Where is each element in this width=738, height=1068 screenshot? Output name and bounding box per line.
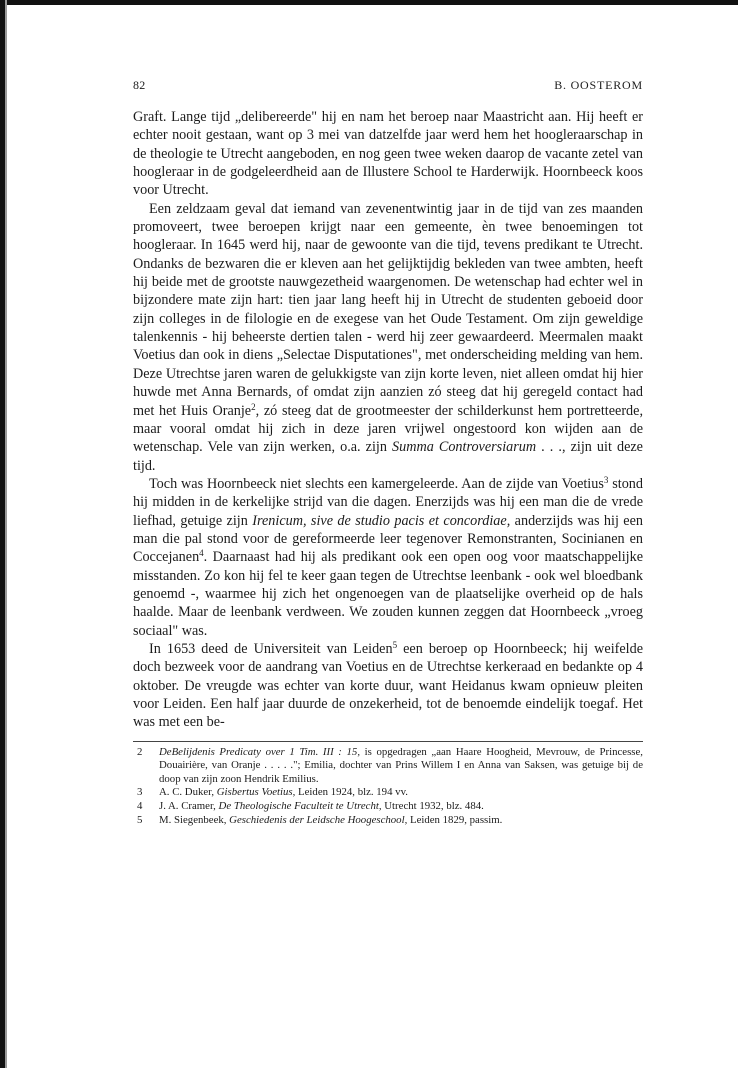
footnote-author: M. Siegenbeek, xyxy=(159,813,230,826)
footnote-body: is opgedragen „aan Haare Hoogheid, Mevrouw, de Princesse, Douairière, van Oranje . . . . ."; Emilia, dochter van Prins Willem I en Anna van Saksen, was getuige bij de doop van zijn zoon Hendrik Emilius. xyxy=(159,745,643,785)
footnote-author: A. C. Duker, xyxy=(159,786,217,799)
paragraph-3-text-d: . Daarnaast had hij als predikant ook een open oog voor maatschappelijke misstanden. Zo kon hij fel te keer gaan tegen de Utrechtse leenbank - ook wel bloedbank genoemd -, waarmee hij zich het ongenoegen van de plaatselijke overheid op de hals haalde. Maar de leenbank verdween. We zouden kunnen zeggen dat Hoornbeeck „vroeg sociaal" was. xyxy=(133,549,643,639)
paragraph-1: Graft. Lange tijd „delibereerde" hij en nam het beroep naar Maastricht aan. Hij heeft er echter nooit gestaan, want op 3 mei van datzelfde jaar werd hem het hoogleraarschap in de theologie te Utrecht aangeboden, en nog geen twee weken daarop de vacante zetel van hoogleraar in de godgeleerdheid aan de Illustere School te Harderwijk. Hoornbeeck koos voor Utrecht. xyxy=(133,109,643,199)
paragraph-2-text-a: Een zeldzaam geval dat iemand van zevenentwintig jaar in de tijd van zes maanden promoveert, twee beroepen krijgt naar een gemeente, èn twee benoemingen tot hoogleraar. In 1645 werd hij, naar de gewoonte van die tijd, tevens predikant te Utrecht. Ondanks de bezwaren die er kleven aan het gelijktijdig bekleden van twee ambten, heeft hij beide met de grootste nauwgezetheid waargenomen. De wetenschap had echter wel in bijzondere mate zijn hart: tien jaar lang heeft hij in Utrecht de studenten geboeid door zijn colleges in de filologie en de exegese van het Oude Testament. Om zijn geweldige talenkennis - hij beheerste dertien talen - werd hij zeer gewaardeerd. Meermalen maakt Voetius dan ook in diens „Selectae Disputationes", met onderscheiding melding van hem. Deze Utrechtse jaren waren de gelukkigste van zijn korte leven, niet alleen omdat hij hier huwde met Anna Bernards, of omdat zijn aanzien zó steeg dat hij geregeld contact had met het Huis Oranje xyxy=(133,200,643,419)
paragraph-2-title: Summa Controversiarum xyxy=(392,439,537,456)
running-head xyxy=(133,78,643,96)
paragraph-3-title: Irenicum, sive de studio pacis et concordiae, xyxy=(252,512,511,529)
footnote-body: Utrecht 1932, blz. 484. xyxy=(381,800,484,813)
footnote-ref-2: 2 xyxy=(251,401,256,412)
paragraph-3-text-a: Toch was Hoornbeeck niet slechts een kamergeleerde. Aan de zijde van Voetius xyxy=(149,475,604,492)
footnote-ref-4: 4 xyxy=(199,548,204,559)
footnote-text xyxy=(159,800,643,814)
paragraph-3 xyxy=(133,475,643,640)
footnote-number: 3 xyxy=(137,786,143,799)
paragraph-2-text-c: . . ., zijn uit deze tijd. xyxy=(133,439,643,474)
footnote-2 xyxy=(133,746,643,787)
footnote-ref-3: 3 xyxy=(603,474,609,485)
paragraph-2 xyxy=(133,200,643,475)
footnote-5 xyxy=(133,814,643,828)
footnotes xyxy=(133,746,643,828)
footnote-ref-5: 5 xyxy=(392,639,398,650)
footnote-text xyxy=(159,814,643,828)
footnote-4 xyxy=(133,800,643,814)
footnote-number: 5 xyxy=(137,813,143,826)
footnote-text xyxy=(159,786,643,800)
paragraph-3-text-b: stond hij midden in de kerkelijke strijd van die dagen. Enerzijds was hij een man die de vrede liefhad, getuige zijn xyxy=(133,475,643,529)
footnote-body: Leiden 1924, blz. 194 vv. xyxy=(295,786,408,799)
paragraph-4 xyxy=(133,640,643,732)
footnote-title: Geschiedenis der Leidsche Hoogeschool, xyxy=(229,813,408,826)
paragraph-4-text-a: In 1653 deed de Universiteit van Leiden xyxy=(149,640,393,657)
footnote-title: DeBelijdenis Predicaty over 1 Tim. III : 15, xyxy=(159,745,361,758)
footnote-3 xyxy=(133,786,643,800)
footnote-number: 2 xyxy=(137,745,143,758)
footnote-number: 4 xyxy=(137,800,143,813)
footnote-rule xyxy=(133,741,643,742)
body-text xyxy=(133,108,643,732)
footnote-text xyxy=(159,746,643,787)
footnote-author: J. A. Cramer, xyxy=(159,800,219,813)
footnote-title: De Theologische Faculteit te Utrecht, xyxy=(218,800,382,813)
footnote-title: Gisbertus Voetius, xyxy=(216,786,296,799)
scan-border-shadow xyxy=(5,0,7,1068)
page-number: 82 xyxy=(133,78,146,92)
book-page xyxy=(133,78,643,827)
footnote-body: Leiden 1829, passim. xyxy=(407,813,503,826)
paragraph-2-text-b: , zó steeg dat de grootmeester der schilderkunst hem portretteerde, maar vooral omdat hij zich in deze jaren vrijwel ongestoord kon wijden aan de wetenschap. Vele van zijn werken, o.a. zijn xyxy=(133,402,643,456)
paragraph-3-text-c: anderzijds was hij een man die pal stond voor de gereformeerde leer tegenover Remonstranten, Socinianen en Coccejanen xyxy=(133,512,643,566)
running-head-author: B. OOSTEROM xyxy=(554,78,643,92)
paragraph-4-text-b: een beroep op Hoornbeeck; hij weifelde doch bezweek voor de aandrang van Voetius en de Utrechtse kerkeraad en bedankte op 4 oktober. De vreugde was echter van korte duur, want Heidanus kwam opnieuw pleiten voor Leiden. Een half jaar duurde de onzekerheid, tot de benoemde eindelijk toegaf. Het was met een be- xyxy=(133,640,643,731)
scan-border-top xyxy=(0,0,738,5)
